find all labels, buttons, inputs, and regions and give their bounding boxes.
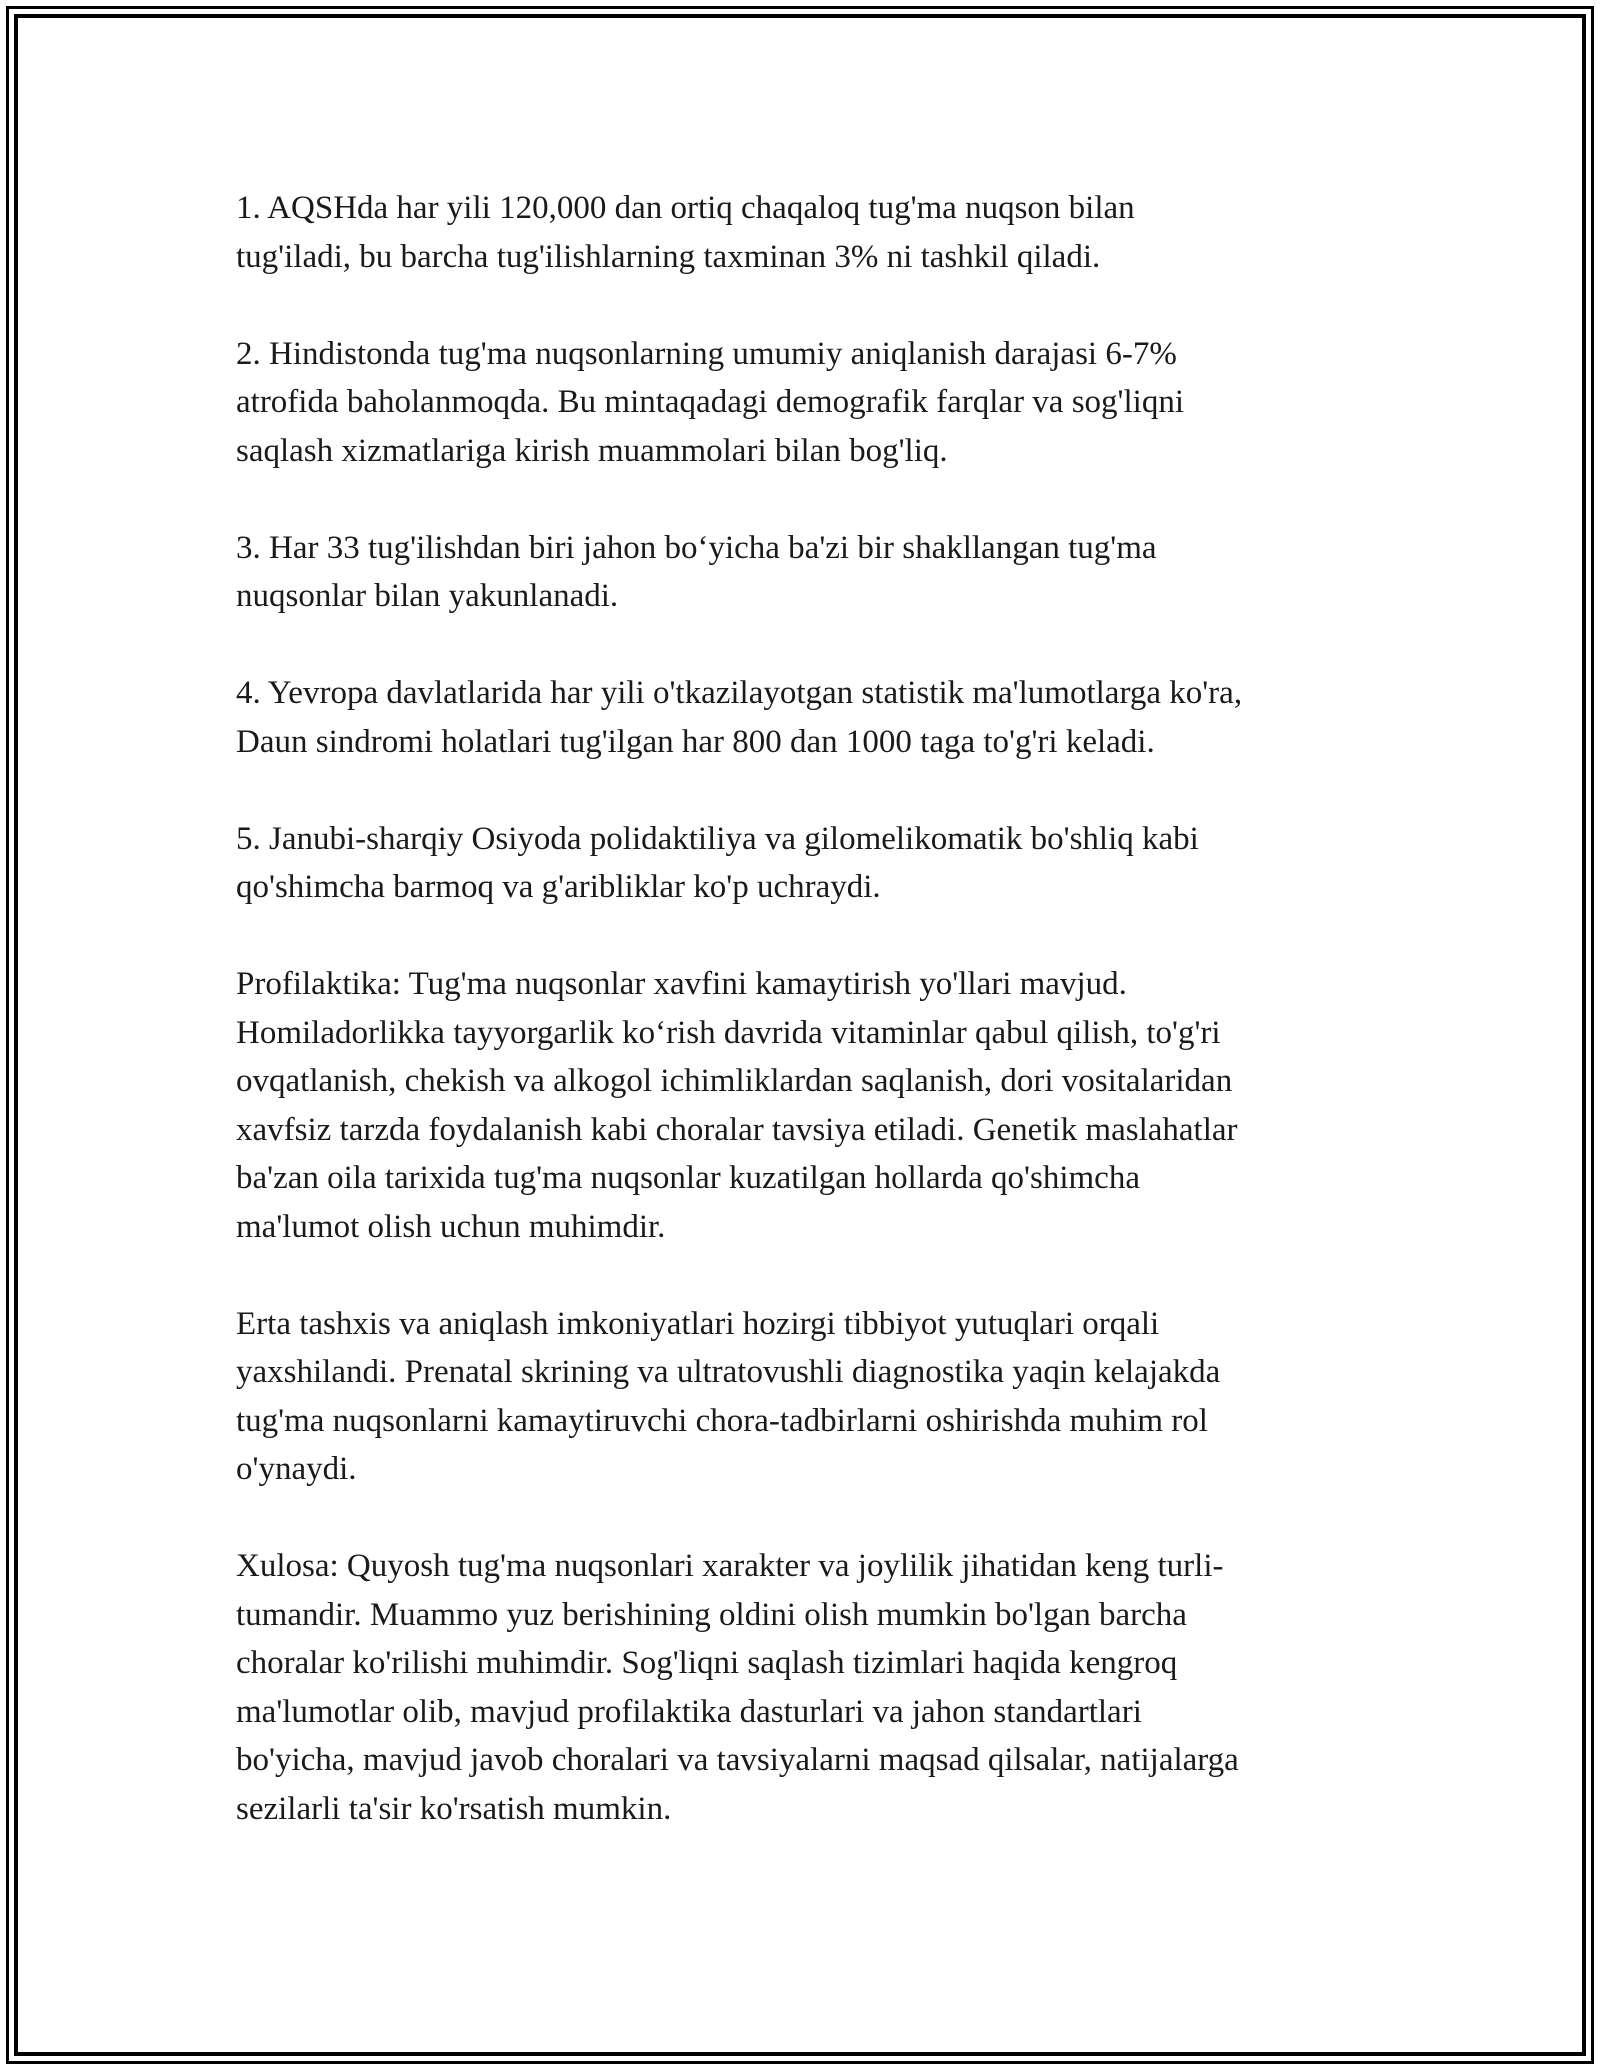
text-line: tug'ma nuqsonlarni kamaytiruvchi chora-tadbirlarni oshirishda muhim rol [236, 1402, 1208, 1439]
text-line: xavfsiz tarzda foydalanish kabi choralar tavsiya etiladi. Genetik maslahatlar [236, 1111, 1238, 1148]
text-line: o'ynaydi. [236, 1451, 357, 1487]
paragraph-1 [236, 184, 1386, 281]
text-line: ba'zan oila tarixida tug'ma nuqsonlar kuzatilgan hollarda qo'shimcha [236, 1160, 1140, 1196]
text-line: yaxshilandi. Prenatal skrining va ultratovushli diagnostika yaqin kelajakda [236, 1354, 1221, 1390]
document-body [236, 184, 1386, 1882]
text-line: 1. AQSHda har yili 120,000 dan ortiq chaqaloq tug'ma nuqson bilan [236, 190, 1135, 226]
paragraph-5 [236, 815, 1386, 912]
text-line: ma'lumot olish uchun muhimdir. [236, 1208, 666, 1245]
text-line: 5. Janubi-sharqiy Osiyoda polidaktiliya va gilomelikomatik bo'shliq kabi [236, 820, 1199, 857]
text-line: bo'yicha, mavjud javob choralari va tavsiyalarni maqsad qilsalar, natijalarga [236, 1742, 1239, 1778]
text-line: Erta tashxis va aniqlash imkoniyatlari hozirgi tibbiyot yutuqlari orqali [236, 1305, 1160, 1342]
text-line: 3. Har 33 tug'ilishdan biri jahon bo‘yicha ba'zi bir shakllangan tug'ma [236, 529, 1157, 566]
paragraph-xulosa [236, 1542, 1386, 1833]
text-line: ovqatlanish, chekish va alkogol ichimliklardan saqlanish, dori vositalaridan [236, 1063, 1233, 1099]
text-line: tumandir. Muammo yuz berishining oldini olish mumkin bo'lgan barcha [236, 1596, 1187, 1633]
text-line: ma'lumotlar olib, mavjud profilaktika dasturlari va jahon standartlari [236, 1693, 1142, 1730]
text-line: sezilarli ta'sir ko'rsatish mumkin. [236, 1790, 672, 1827]
paragraph-4 [236, 669, 1386, 766]
text-line: tug'iladi, bu barcha tug'ilishlarning taxminan 3% ni tashkil qiladi. [236, 238, 1101, 275]
paragraph-erta-tashxis [236, 1300, 1386, 1494]
paragraph-3 [236, 524, 1386, 621]
text-line: 2. Hindistonda tug'ma nuqsonlarning umumiy aniqlanish darajasi 6-7% [236, 335, 1177, 372]
text-line: Profilaktika: Tug'ma nuqsonlar xavfini kamaytirish yo'llari mavjud. [236, 966, 1127, 1002]
text-line: 4. Yevropa davlatlarida har yili o'tkazilayotgan statistik ma'lumotlarga ko'ra, [236, 675, 1243, 711]
text-line: saqlash xizmatlariga kirish muammolari bilan bog'liq. [236, 432, 948, 469]
text-line: Homiladorlikka tayyorgarlik ko‘rish davrida vitaminlar qabul qilish, to'g'ri [236, 1014, 1221, 1051]
paragraph-profilaktika [236, 960, 1386, 1251]
text-line: nuqsonlar bilan yakunlanadi. [236, 578, 619, 614]
text-line: choralar ko'rilishi muhimdir. Sog'liqni saqlash tizimlari haqida kengroq [236, 1645, 1178, 1681]
text-line: qo'shimcha barmoq va g'aribliklar ko'p uchraydi. [236, 869, 881, 905]
text-line: atrofida baholanmoqda. Bu mintaqadagi demografik farqlar va sog'liqni [236, 384, 1184, 420]
text-line: Xulosa: Quyosh tug'ma nuqsonlari xarakter va joylilik jihatidan keng turli- [236, 1548, 1224, 1584]
text-line: Daun sindromi holatlari tug'ilgan har 800 dan 1000 taga to'g'ri keladi. [236, 723, 1155, 760]
paragraph-2 [236, 330, 1386, 476]
